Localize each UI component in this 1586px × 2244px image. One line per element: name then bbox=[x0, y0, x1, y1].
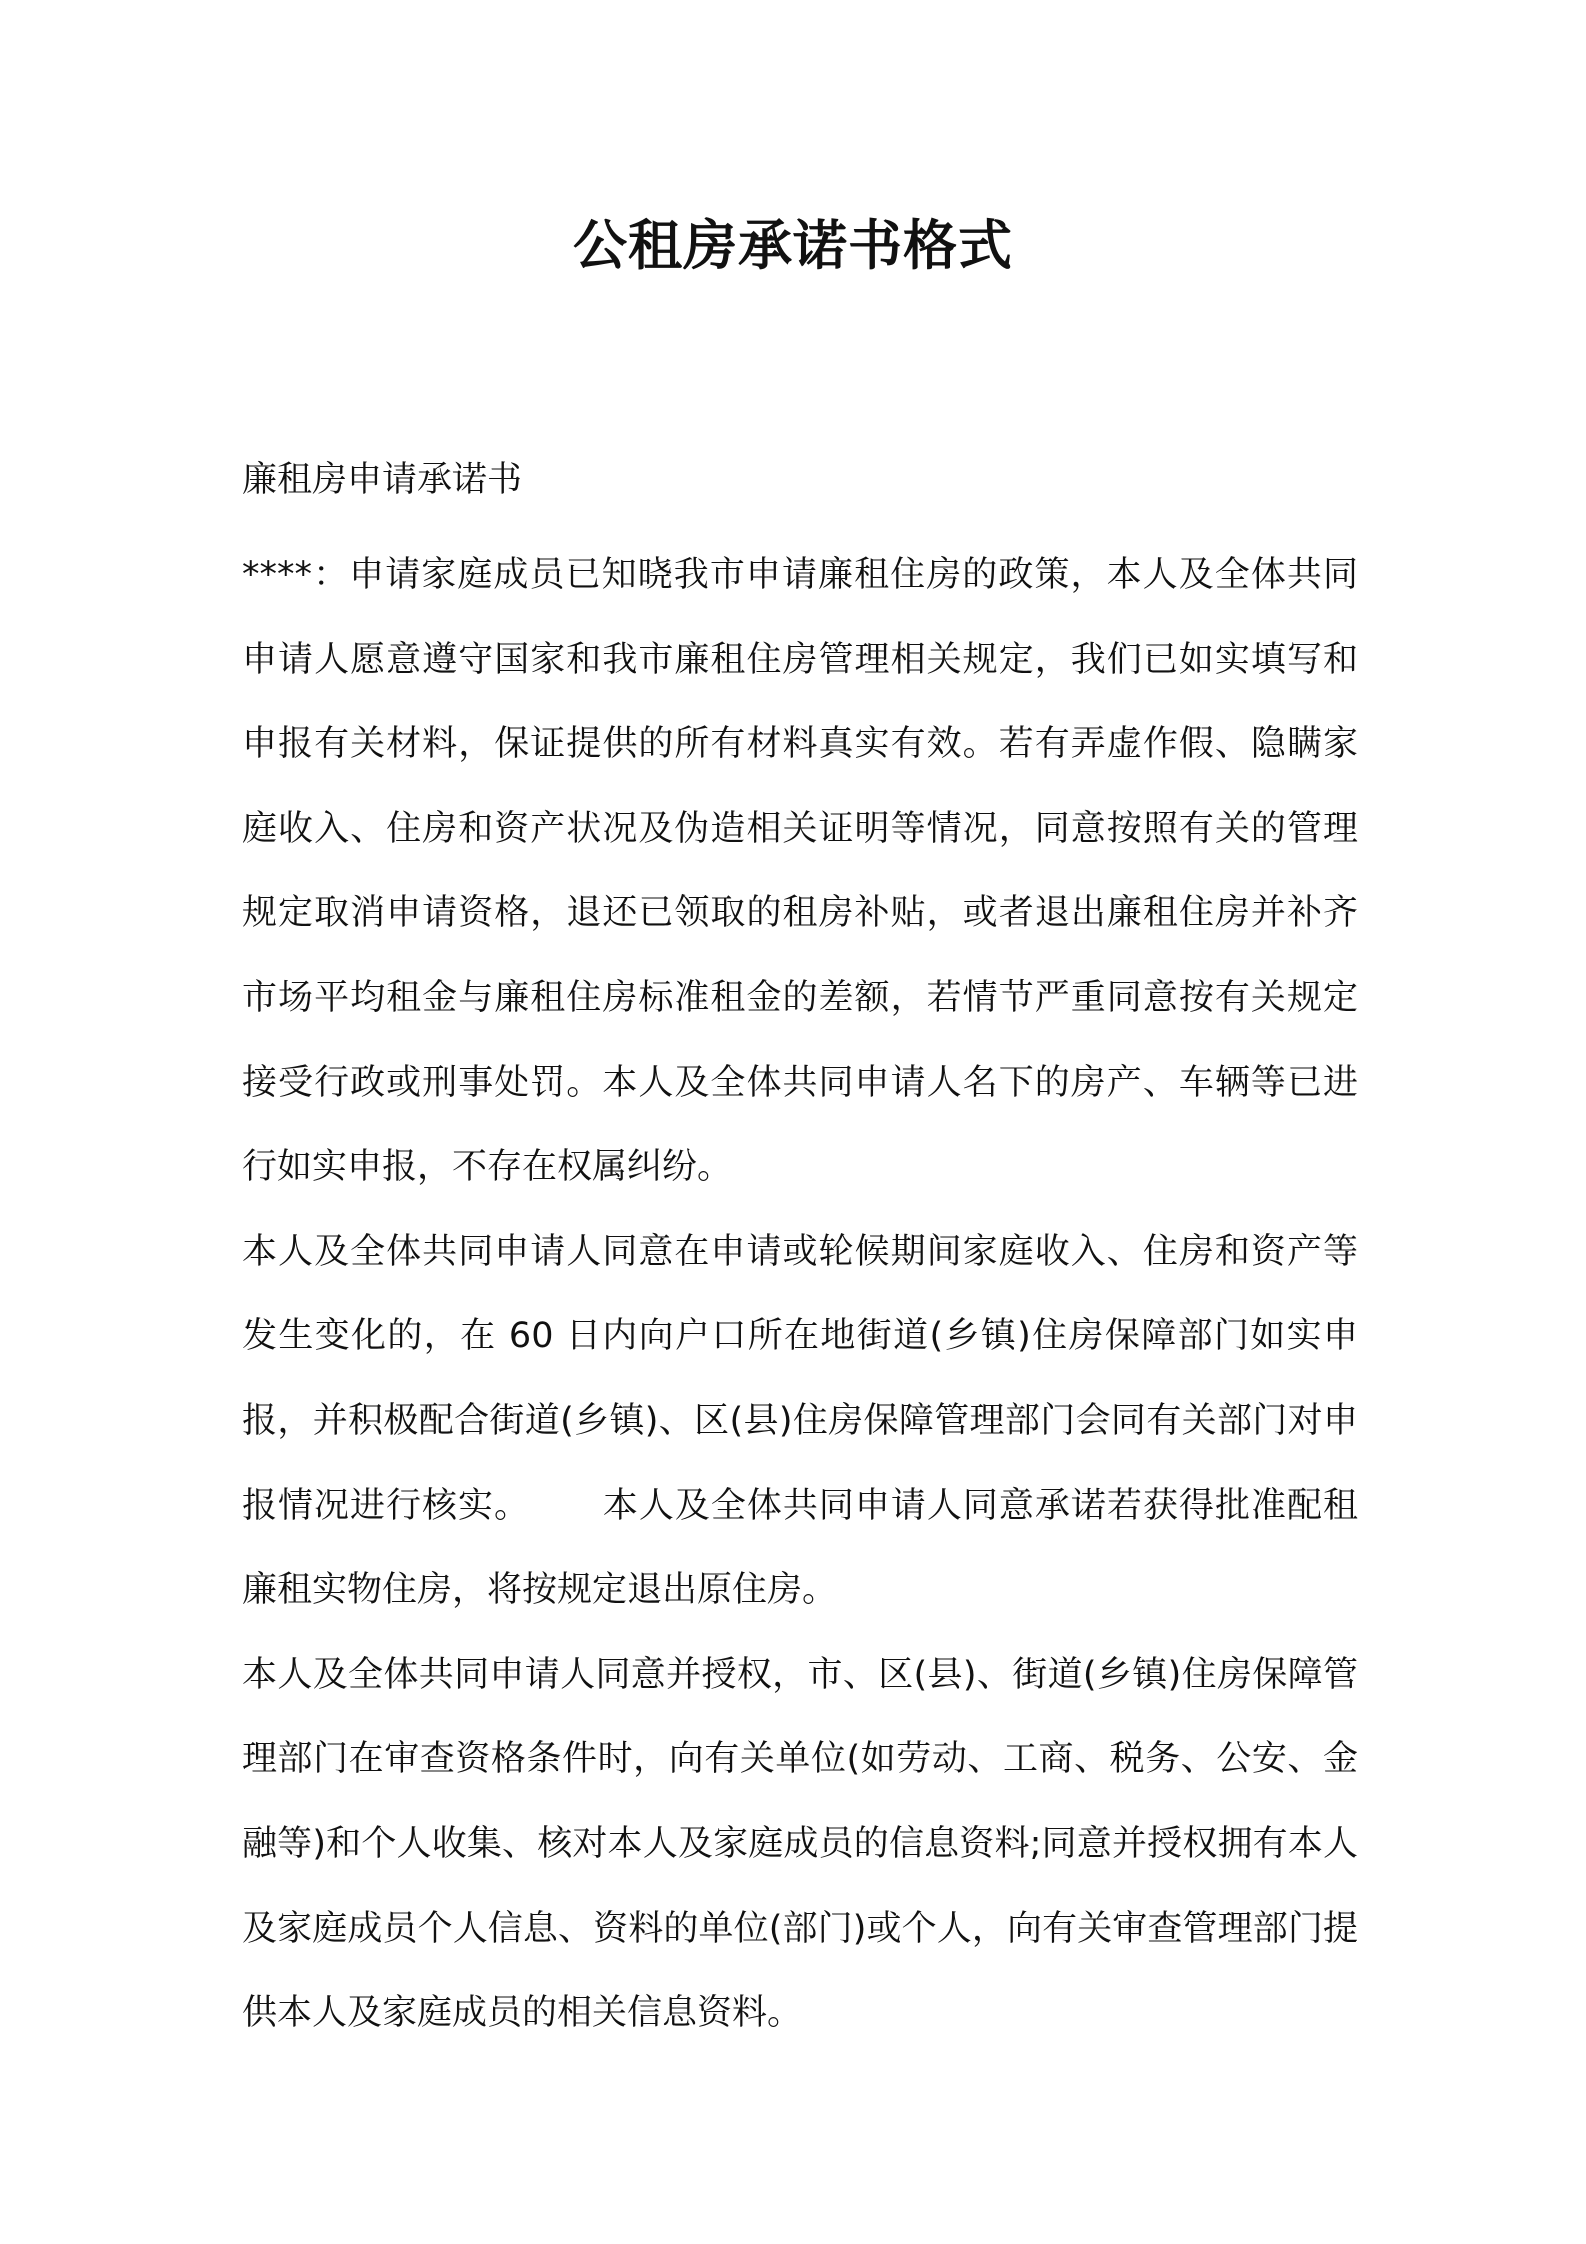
document-body bbox=[242, 449, 1358, 2056]
body-paragraph: 本人及全体共同申请人同意并授权，市、区(县)、街道(乡镇)住房保障管理部门在审查资格条件时，向有关单位(如劳动、工商、税务、公安、金融等)和个人收集、核对本人及家庭成员的信息资料;同意并授权拥有本人及家庭成员个人信息、资料的单位(部门)或个人，向有关审查管理部门提供本人及家庭成员的相关信息资料。 bbox=[242, 1654, 1358, 2034]
body-paragraph: ****：申请家庭成员已知晓我市申请廉租住房的政策，本人及全体共同申请人愿意遵守国家和我市廉租住房管理相关规定，我们已如实填写和申报有关材料，保证提供的所有材料真实有效。若有弄虚作假、隐瞒家庭收入、住房和资产状况及伪造相关证明等情况，同意按照有关的管理规定取消申请资格，退还已领取的租房补贴，或者退出廉租住房并补齐市场平均租金与廉租住房标准租金的差额，若情节严重同意按有关规定接受行政或刑事处罚。本人及全体共同申请人名下的房产、车辆等已进行如实申报，不存在权属纠纷。 bbox=[242, 555, 1358, 1188]
body-paragraph: 本人及全体共同申请人同意在申请或轮候期间家庭收入、住房和资产等发生变化的，在 60 日内向户口所在地街道(乡镇)住房保障部门如实申报，并积极配合街道(乡镇)、区(县)住房保障管理部门会同有关部门对申报情况进行核实。 本人及全体共同申请人同意承诺若获得批准配租廉租实物住房，将按规定退出原住房。 bbox=[242, 1231, 1358, 1611]
document-title: 公租房承诺书格式 bbox=[573, 214, 1013, 277]
section-heading: 廉租房申请承诺书 bbox=[242, 460, 523, 500]
